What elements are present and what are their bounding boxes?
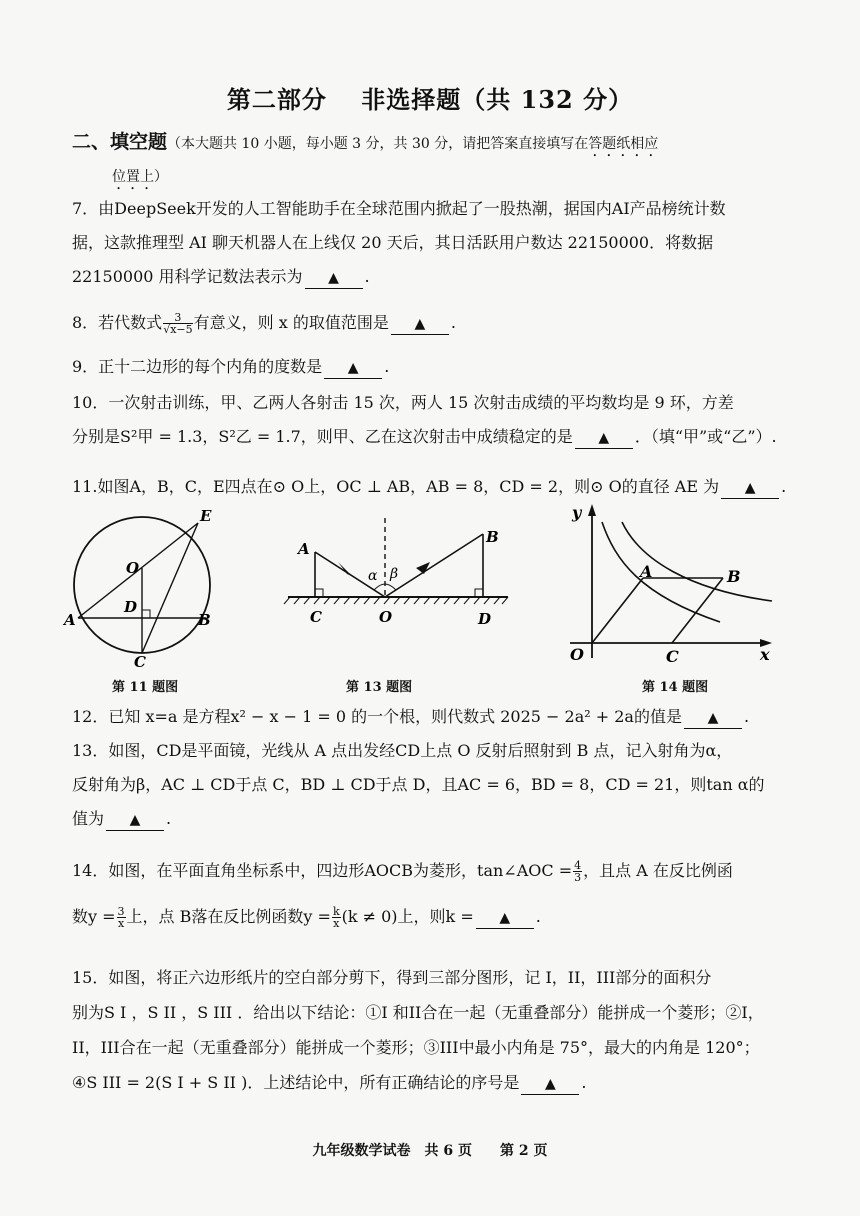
q14-f1-num: 3 [117, 905, 125, 918]
section-heading [72, 126, 792, 193]
answer-blank-11[interactable] [721, 477, 779, 499]
answer-blank-15[interactable] [521, 1073, 579, 1095]
triangle-icon: ▲ [328, 270, 339, 286]
section-label: 二、填空题 [72, 131, 168, 153]
question-12: 12．已知 x=a 是方程x² − x − 1 = 0 的一个根，则代数式 2025 − 2a² + 2a的值是 ▲ . [72, 700, 794, 734]
q7-line2: 据，这款推理型 AI 聊天机器人在上线仅 20 天后，其日活跃用户数达 22150000．将数据 [72, 233, 714, 252]
q14-f2-num: k [332, 905, 340, 918]
q14-f1-fraction [117, 906, 126, 929]
q8-pre: 8．若代数式 [72, 313, 163, 332]
question-13: 13．如图，CD是平面镜，光线从 A 点出发经CD上点 O 反射后照射到 B 点，记入射角为α， 反射角为β，AC ⊥ CD于点 C，BD ⊥ CD于点 D，且AC = 6，BD = 8，CD = 21，则tan α的 值为 ▲ . [72, 734, 794, 836]
triangle-icon: ▲ [707, 710, 719, 726]
fig13-label-B: B [486, 528, 499, 546]
fig13-caption: 第 13 题图 [346, 680, 413, 695]
q14-line2-mid: 上，点 B落在反比例函数y = [126, 907, 331, 926]
q10-line2: 分别是S²甲 = 1.3，S²乙 = 1.7，则甲、乙在这次射击中成绩稳定的是 [72, 427, 573, 446]
fig11-label-O: O [126, 559, 140, 577]
q12-text: 12．已知 x=a 是方程x² − x − 1 = 0 的一个根，则代数式 2025 − 2a² + 2a的值是 [72, 707, 682, 726]
q13-line1: 13．如图，CD是平面镜，光线从 A 点出发经CD上点 O 反射后照射到 B 点，记入射角为α， [72, 741, 733, 760]
q8-frac-den: √x−5 [163, 323, 193, 336]
q10-line1: 10．一次射击训练，甲、乙两人各射击 15 次，两人 15 次射击成绩的平均数均是 9 环，方差 [72, 393, 734, 412]
q15-line4: ④S III = 2(S I + S II )．上述结论中，所有正确结论的序号是 [72, 1073, 520, 1092]
triangle-icon: ▲ [129, 812, 141, 828]
section-note-end: ） [154, 169, 168, 185]
q14-line2-pre: 数y = [72, 907, 116, 926]
answer-blank-9[interactable] [324, 357, 382, 379]
fig14-caption: 第 14 题图 [642, 680, 709, 695]
question-8: 8．若代数式 $\frac{3}{√x-5}$ 有意义，则 x 的取值范围是 ▲ . [72, 311, 456, 336]
page-footer: 九年级数学试卷 共 6 页 第 2 页 [312, 1143, 548, 1159]
q14-line1-post: ，且点 A 在反比例函 [583, 861, 733, 880]
q14-tan-num: 4 [574, 859, 582, 872]
figure-11 [60, 505, 230, 670]
q14-f2-fraction [332, 906, 341, 929]
question-11: 11.如图A，B，C，E四点在⊙ O上，OC ⊥ AB，AB = 8，CD = 2，则⊙ O的直径 AE 为 ▲ . [72, 470, 794, 504]
answer-blank-14[interactable] [476, 907, 534, 929]
fig14-label-x: x [760, 645, 770, 664]
q14-tan-den: 3 [574, 871, 582, 884]
q14-line2-post: (k ≠ 0)上，则k = [341, 907, 474, 926]
question-10 [72, 386, 794, 454]
q13-line3: 值为 [72, 809, 105, 828]
answer-blank-12[interactable] [684, 707, 742, 729]
page-title: 第二部分 非选择题（共 132 分） [226, 85, 634, 114]
q7-line3: 22150000 用科学记数法表示为 [72, 267, 303, 286]
triangle-icon: ▲ [598, 430, 610, 446]
fig13-label-alpha: α [368, 568, 378, 584]
q15-line1: 15．如图，将正六边形纸片的空白部分剪下，得到三部分图形，记 I，II，III部分的面积分 [72, 968, 712, 987]
fig14-label-A: A [640, 562, 653, 581]
answer-blank-7[interactable] [305, 267, 363, 289]
q8-post: 有意义，则 x 的取值范围是 [193, 313, 389, 332]
fig14-label-O: O [570, 645, 584, 664]
triangle-icon: ▲ [544, 1076, 556, 1092]
triangle-icon: ▲ [414, 316, 426, 332]
answer-blank-10[interactable] [575, 427, 633, 449]
section-note-dotted-1: 答题纸相应 [588, 136, 659, 152]
section-note-dotted-2: 位置上 [112, 169, 154, 185]
fig11-label-B: B [198, 611, 211, 629]
fig13-label-A: A [298, 540, 310, 558]
section-note: （本大题共 10 小题，每小题 3 分，共 30 分，请把答案直接填写在 [167, 136, 589, 152]
fig13-label-D: D [478, 610, 492, 628]
fig13-label-C: C [310, 608, 322, 626]
fig14-label-B: B [727, 567, 741, 586]
fig14-label-y: y [572, 503, 582, 522]
fig13-label-beta: β [390, 566, 399, 582]
q13-line2: 反射角为β，AC ⊥ CD于点 C，BD ⊥ CD于点 D，且AC = 6，BD = 8，CD = 21，则tan α的 [72, 775, 765, 794]
q14-tan-fraction [573, 860, 582, 883]
q10-line2-end: ．（填“甲”或“乙”）. [634, 427, 777, 446]
triangle-icon: ▲ [347, 360, 359, 376]
question-14: 14．如图，在平面直角坐标系中，四边形AOCB为菱形，tan∠AOC = $\frac{4}{3}$ ，且点 A 在反比例函 数y = $\frac{3}{x}$ 上，点 B落在反比例函数y = $\frac{k}{x}$ (k ≠ 0)上，则k = ▲ . [72, 859, 733, 930]
q14-line1-pre: 14．如图，在平面直角坐标系中，四边形AOCB为菱形，tan∠AOC = [72, 861, 573, 880]
fig14-label-C: C [666, 647, 679, 666]
q14-f1-den: x [117, 917, 125, 930]
fig11-caption: 第 11 题图 [112, 680, 179, 695]
question-9: 9．正十二边形的每个内角的度数是 ▲ . [72, 350, 794, 384]
fig11-label-A: A [64, 611, 76, 629]
fig13-label-O: O [379, 608, 393, 626]
fig11-label-D: D [124, 598, 138, 616]
figure-13 [280, 512, 515, 632]
q8-fraction [163, 312, 192, 335]
answer-blank-8[interactable] [391, 313, 449, 335]
q11-text: 11.如图A，B，C，E四点在⊙ O上，OC ⊥ AB，AB = 8，CD = 2，则⊙ O的直径 AE 为 [72, 477, 720, 496]
question-15: 15．如图，将正六边形纸片的空白部分剪下，得到三部分图形，记 I，II，III部分的面积分 别为S I ，S II ，S III ．给出以下结论：①I 和II合在一起（无重叠部分）能拼成一个菱形；②I， II，III合在一起（无重叠部分）能拼成一个菱形；③III中最小内角是 75°，最大的内角是 120°； ④S III = 2(S I + S II )．上述结论中，所有正确结论的序号是 ▲ . [72, 960, 794, 1100]
triangle-icon: ▲ [499, 910, 511, 926]
question-7: 7．由DeepSeek开发的人工智能助手在全球范围内掀起了一股热潮，据国内AI产品榜统计数 据，这款推理型 AI 聊天机器人在上线仅 20 天后，其日活跃用户数达 22150000．将数据 22150000 用科学记数法表示为 ▲ . [72, 192, 794, 294]
q9-text: 9．正十二边形的每个内角的度数是 [72, 357, 323, 376]
triangle-icon: ▲ [744, 480, 756, 496]
q8-frac-num: 3 [163, 312, 192, 324]
figure-14 [560, 500, 785, 668]
q7-line1: 7．由DeepSeek开发的人工智能助手在全球范围内掀起了一股热潮，据国内AI产品榜统计数 [72, 199, 726, 218]
fig11-label-E: E [200, 507, 212, 525]
fig11-label-C: C [134, 653, 146, 670]
answer-blank-13[interactable] [106, 809, 164, 831]
q15-line3: II，III合在一起（无重叠部分）能拼成一个菱形；③III中最小内角是 75°，最大的内角是 120°； [72, 1038, 760, 1057]
q15-line2: 别为S I ，S II ，S III ．给出以下结论：①I 和II合在一起（无重叠部分）能拼成一个菱形；②I， [72, 1003, 764, 1022]
q14-f2-den: x [333, 917, 340, 930]
